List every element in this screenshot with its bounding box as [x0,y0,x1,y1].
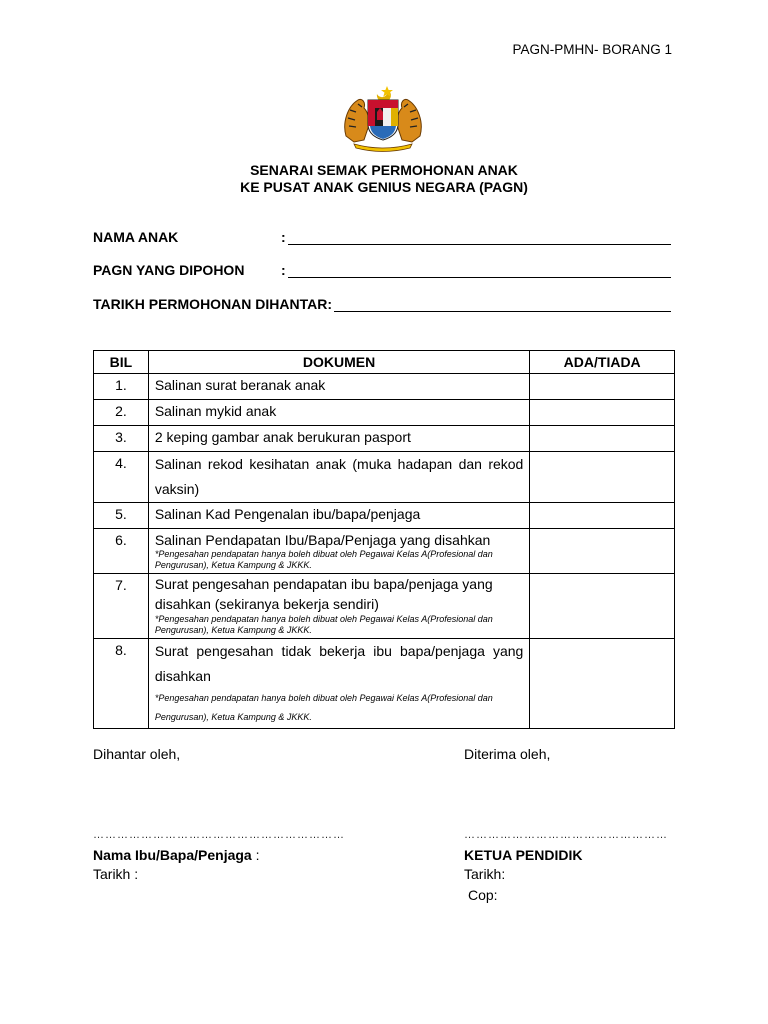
ada-tiada-cell[interactable] [530,574,675,639]
document-title-line-2: KE PUSAT ANAK GENIUS NEGARA (PAGN) [240,179,528,195]
nama-anak-field [93,229,671,245]
field-colon: : [281,262,286,278]
row-document: Salinan mykid anak [154,403,277,419]
table-row [94,374,675,400]
ada-tiada-cell[interactable] [530,503,675,529]
head-teacher-label: KETUA PENDIDIK [464,847,583,863]
table-row [94,400,675,426]
stamp-label: Cop: [468,887,498,903]
received-by-caption: Diterima oleh, [464,746,551,762]
ada-tiada-cell[interactable] [530,400,675,426]
parent-name-label [93,847,260,863]
table-row [94,529,675,574]
ada-tiada-cell[interactable] [530,374,675,400]
row-number: 2. [115,403,127,419]
field-colon: : [281,229,286,245]
tarikh-dihantar-label: TARIKH PERMOHONAN DIHANTAR: [93,296,333,312]
row-document: Salinan Pendapatan Ibu/Bapa/Penjaga yang disahkan [154,532,491,548]
parent-signature-dots[interactable]: ……………………………………………………… [93,829,345,841]
teacher-signature-dots[interactable]: …………………………………………… [464,829,668,841]
row-document: Surat pengesahan pendapatan ibu bapa/penjaga yang disahkan (sekiranya bekerja sendiri) [154,576,493,612]
row-number: 1. [115,377,127,393]
row-note: *Pengesahan pendapatan hanya boleh dibuat oleh Pegawai Kelas A(Profesional dan Pengurusan), Ketua Kampung & JKKK. [154,614,493,635]
teacher-date-label: Tarikh: [464,866,506,882]
row-document: Surat pengesahan tidak bekerja ibu bapa/penjaga yang disahkan [154,643,524,684]
row-number: 5. [115,506,127,522]
nama-anak-blank-line[interactable] [288,229,671,245]
row-note: *Pengesahan pendapatan hanya boleh dibuat oleh Pegawai Kelas A(Profesional dan Pengurusan), Ketua Kampung & JKKK. [154,693,493,722]
row-number: 8. [115,642,127,658]
pagn-dipohon-field [93,262,671,278]
ada-tiada-cell[interactable] [530,529,675,574]
header-ada-tiada: ADA/TIADA [530,351,675,374]
parent-date-label: Tarikh : [93,866,139,882]
tarikh-dihantar-blank-line[interactable] [334,296,671,312]
submitted-by-caption: Dihantar oleh, [93,746,181,762]
parent-name-text: Nama Ibu/Bapa/Penjaga [93,847,252,863]
row-number: 3. [115,429,127,445]
header-bil: BIL [94,351,149,374]
parent-name-colon: : [251,847,260,863]
ada-tiada-cell[interactable] [530,639,675,729]
row-document: Salinan Kad Pengenalan ibu/bapa/penjaga [154,506,421,522]
tarikh-dihantar-field [93,296,671,312]
nama-anak-label: NAMA ANAK [93,229,179,245]
malaysia-coat-of-arms-icon [340,84,426,152]
table-header-row [94,351,675,374]
pagn-dipohon-label: PAGN YANG DIPOHON [93,262,245,278]
table-row [94,574,675,639]
row-number: 7. [115,577,127,593]
row-note: *Pengesahan pendapatan hanya boleh dibuat oleh Pegawai Kelas A(Profesional dan Pengurusan), Ketua Kampung & JKKK. [154,549,493,570]
pagn-dipohon-blank-line[interactable] [288,262,671,278]
form-code: PAGN-PMHN- BORANG 1 [512,42,672,57]
table-row [94,503,675,529]
ada-tiada-cell[interactable] [530,426,675,452]
ada-tiada-cell[interactable] [530,452,675,503]
row-document: Salinan rekod kesihatan anak (muka hadapan dan rekod vaksin) [154,456,524,497]
header-dokumen: DOKUMEN [148,351,530,374]
row-number: 4. [115,455,127,471]
table-row [94,426,675,452]
row-document: 2 keping gambar anak berukuran pasport [154,429,411,445]
row-number: 6. [115,532,127,548]
row-document: Salinan surat beranak anak [154,377,326,393]
document-title-line-1: SENARAI SEMAK PERMOHONAN ANAK [250,162,518,178]
table-row [94,639,675,729]
table-row [94,452,675,503]
checklist-table [93,350,675,729]
